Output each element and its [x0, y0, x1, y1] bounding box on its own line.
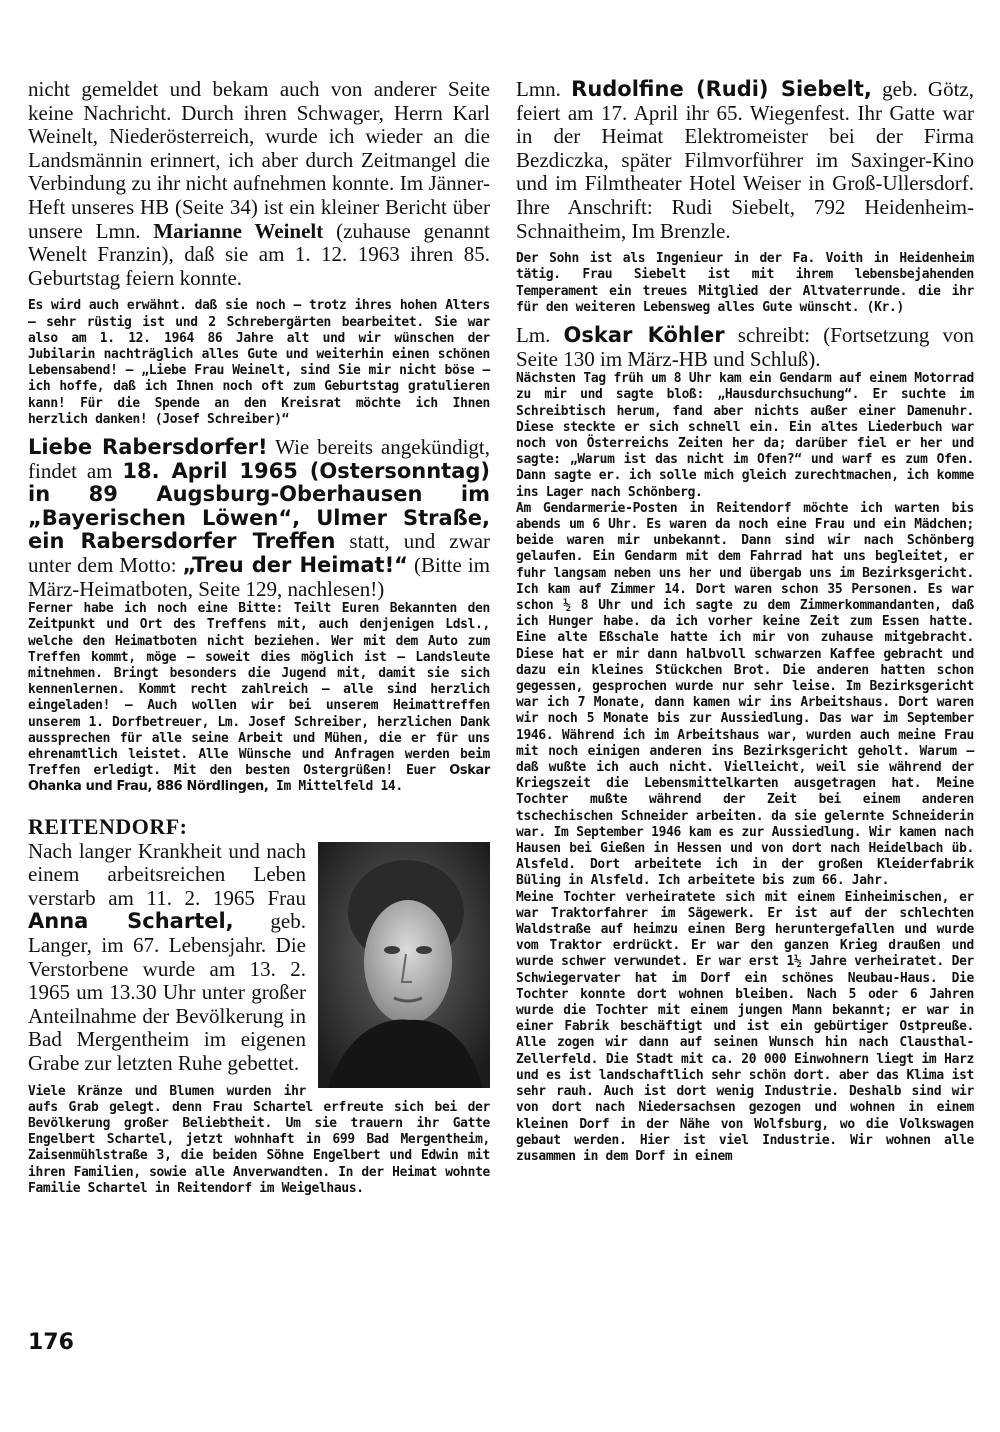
portrait-photo	[318, 842, 490, 1088]
weinelt-detail: Es wird auch erwähnt. daß sie noch — trotz ihres hohen Alters — sehr rüstig ist und 2 Schrebergärten bearbeitet. Sie war also am 1. 12. 1964 86 Jahre alt und wir wünschen der Jubilarin nachträglich alles Gute und weiterhin einen schönen Lebensabend! — „Liebe Frau Weinelt, sind Sie mir nicht böse — ich hoffe, daß ich Ihnen noch oft zum Geburtstag gratulieren kann! Für die Spende an den Kreisrat möchte ich Ihnen herzlich danken! (Josef Schreiber)“	[28, 298, 490, 427]
weinelt-name: Marianne Weinelt	[153, 218, 324, 243]
schartel-obituary: Nach langer Krankheit und nach einem arbeitsreichen Leben verstarb am 11. 2. 1965 Frau Anna Schartel, geb. Langer, im 67. Lebensjahr. Die Verstorbene wurde am 13. 2. 1965 um 13.30 Uhr unter großer Anteilnahme der Bevölkerung in Bad Mergentheim im eigenen Grabe zur letzten Ruhe gebettet.	[28, 838, 306, 1075]
right-column	[516, 78, 974, 1165]
siebelt-paragraph: Lmn. Rudolfine (Rudi) Siebelt, geb. Götz, feiert am 17. April ihr 65. Wiegenfest. Ihr Gatte war in der Heimat Elektromeister bei der Firma Bezdiczka, später Filmvorführer im Saxinger-Kino und im Filmtheater Hotel Weiser in Groß-Ullersdorf. Ihre Anschrift: Rudi Siebelt, 792 Heidenheim-Schnaitheim, Im Brenzle.	[516, 77, 974, 243]
rabersdorfer-announcement: Liebe Rabersdorfer! Wie bereits angekündigt, findet am 18. April 1965 (Ostersonntag) in 89 Augsburg-Oberhausen im „Bayerischen Löwen“, Ulmer Straße, ein Rabersdorfer Treffen statt, und zwar unter dem Motto: „Treu der Heimat!“ (Bitte im März-Heimatboten, Seite 129, nachlesen!)	[28, 434, 491, 601]
section-reitendorf: REITENDORF:	[28, 813, 188, 839]
weinelt-paragraph: nicht gemeldet und bekam auch von anderer Seite keine Nachricht. Durch ihren Schwager, Herrn Karl Weinelt, Niederösterreich, wurde ich wieder an die Landsmännin erinnert, ich aber durch Zeitmangel die Verbindung zu ihr nicht aufnehmen konnte. Im Jänner-Heft unseres HB (Seite 34) ist ein kleiner Bericht über unsere Lmn. Marianne Weinelt (zuhause genannt Wenelt Franzin), daß sie am 1. 12. 1963 ihren 85. Geburtstag feiern konnte.	[28, 77, 490, 290]
siebelt-detail: Der Sohn ist als Ingenieur in der Fa. Voith in Heidenheim tätig. Frau Siebelt ist mit ihrem lebensbejahenden Temperament ein treues Mitglied der Altvaterrunde. die ihr für den weiteren Lebensweg alles Gute wünscht. (Kr.)	[516, 251, 974, 315]
schartel-detail: Viele Kränze und Blumen wurden ihr aufs Grab gelegt. denn Frau Schartel erfreute sich bei der Bevölkerung großer Beliebtheit. Um sie trauern ihr Gatte Engelbert Schartel, jetzt wohnhaft in 699 Bad Mergentheim, Zaisenmühlstraße 3, die beiden Söhne Engelbert und Edwin mit ihren Familien, sowie alle Anverwandten. In der Heimat wohnte Familie Schartel in Reitendorf im Weigelhaus.	[28, 1083, 490, 1196]
koehler-part2: Am Gendarmerie-Posten in Reitendorf möchte ich warten bis abends um 6 Uhr. Es waren da noch eine Frau und ein Mädchen; beide waren mir unbekannt. Dann sind wir nach Schönberg gelaufen. Ein Gendarm mit dem Fahrrad hat uns begleitet, er fuhr langsam neben uns her und übergab uns im Bezirksgericht. Ich kam auf Zimmer 14. Dort waren schon 35 Personen. Es war schon ½ 8 Uhr und ich sagte zu dem Zimmerkommandanten, daß ich Hunger habe. da ich vorher keine Zeit zum Essen hatte. Eine alte Eßschale hatte ich mir von zuhause mitgebracht. Diese hat er mir dann halbvoll schwarzen Kaffee gebracht und dazu ein kleines Stückchen Brot. Die anderen hatten schon gegessen, gesprochen wurde nur sehr leise. Im Bezirksgericht war ich 7 Monate, dann kamen wir ins Arbeitshaus. Dort waren wir noch 5 Monate bis zur Aussiedlung. Das war im September 1946. Während ich im Arbeitshaus war, wurden auch meine Frau mit noch einigen anderen ins Bezirksgericht geholt. Warum — daß wußte ich auch nicht. Vielleicht, weil sie während der Kriegszeit die Lebensmittelkarten ausgetragen hat. Meine Tochter mußte während der Zeit bei einem anderen tschechischen Schneider arbeiten. da sie gelernte Schneiderin war. Im September 1946 kam es zur Aussiedlung. Wir kamen nach Hausen bei Gießen in Hessen und von dort nach Heidelbach üb. Alsfeld. Dort arbeitete ich in der großen Kleiderfabrik Büling in Alsfeld. Ich arbeitete bis zum 66. Jahr.	[516, 500, 974, 889]
portrait-image	[318, 842, 490, 1088]
left-column	[28, 78, 490, 1197]
page-number: 176	[28, 1330, 74, 1355]
koehler-intro: Lm. Oskar Köhler schreibt: (Fortsetzung von Seite 130 im März-HB und Schluß).	[516, 322, 974, 371]
koehler-part3: Meine Tochter verheiratete sich mit einem Einheimischen, er war Traktorfahrer im Sägewerk. Er ist auf der schlechten Waldstraße auf heimzu einen Berg heruntergefallen und wurde vom Traktor erdrückt. Er war den ganzen Krieg draußen und wurde schwer verwundet. Er war erst 1½ Jahre verheiratet. Der Schwiegervater hat im Dorf ein schönes Neubau-Haus. Die Tochter konnte dort wohnen bleiben. Nach 5 oder 6 Jahren wurde die Tochter mit einem jungen Mann bekannt; er war in einer Fabrik beschäftigt und ist ein gebürtiger Ostpreuße. Alle zogen wir dann auf seinen Wunsch hin nach Clausthal-Zellerfeld. Die Stadt mit ca. 20 000 Einwohnern liegt im Harz und es ist landschaftlich sehr schön dort. aber das Klima ist sehr rauh. Auch ist dort wenig Industrie. Deshalb sind wir von dort nach Niedersachsen gezogen und wohnen in einem kleinen Dorf in der Nähe von Wolfsburg, wo die Volkswagen gebaut werden. Hier ist viel Industrie. Wir wohnen alle zusammen in dem Dorf in einem	[516, 889, 974, 1164]
koehler-part1: Nächsten Tag früh um 8 Uhr kam ein Gendarm auf einem Motorrad zu mir und sagte bloß: „Hausdurchsuchung“. Er suchte im Schreibtisch herum, fand aber nichts außer einer Damenuhr. Diese steckte er sich schnell ein. Ein altes Liederbuch war noch von Österreichs Zeiten her da; darüber fiel er her und sagte: „Warum ist das nicht im Ofen?“ und warf es zum Ofen. Dann sagte er. ich solle mich gleich zurechtmachen, ich komme ins Lager nach Schönberg.	[516, 371, 974, 500]
rabersdorfer-request: Ferner habe ich noch eine Bitte: Teilt Euren Bekannten den Zeitpunkt und Ort des Treffens mit, auch denjenigen Ldsl., welche den Heimatboten nicht beziehen. Wer mit dem Auto zum Treffen kommt, möge — soweit dies möglich ist — Landsleute mitnehmen. Bringt besonders die Jugend mit, damit sie sich kennenlernen. Kommt recht zahlreich — alle sind herzlich eingeladen! — Auch wollen wir bei unserem Heimattreffen unserem 1. Dorfbetreuer, Lm. Josef Schreiber, herzlichen Dank aussprechen für alle seine Arbeit und Mühen, die er für uns ehrenamtlich leistet. Alle Wünsche und Anfragen werden beim Treffen erledigt. Mit den besten Ostergrüßen! Euer Oskar Ohanka und Frau, 886 Nördlingen, Im Mittelfeld 14.	[28, 601, 490, 795]
